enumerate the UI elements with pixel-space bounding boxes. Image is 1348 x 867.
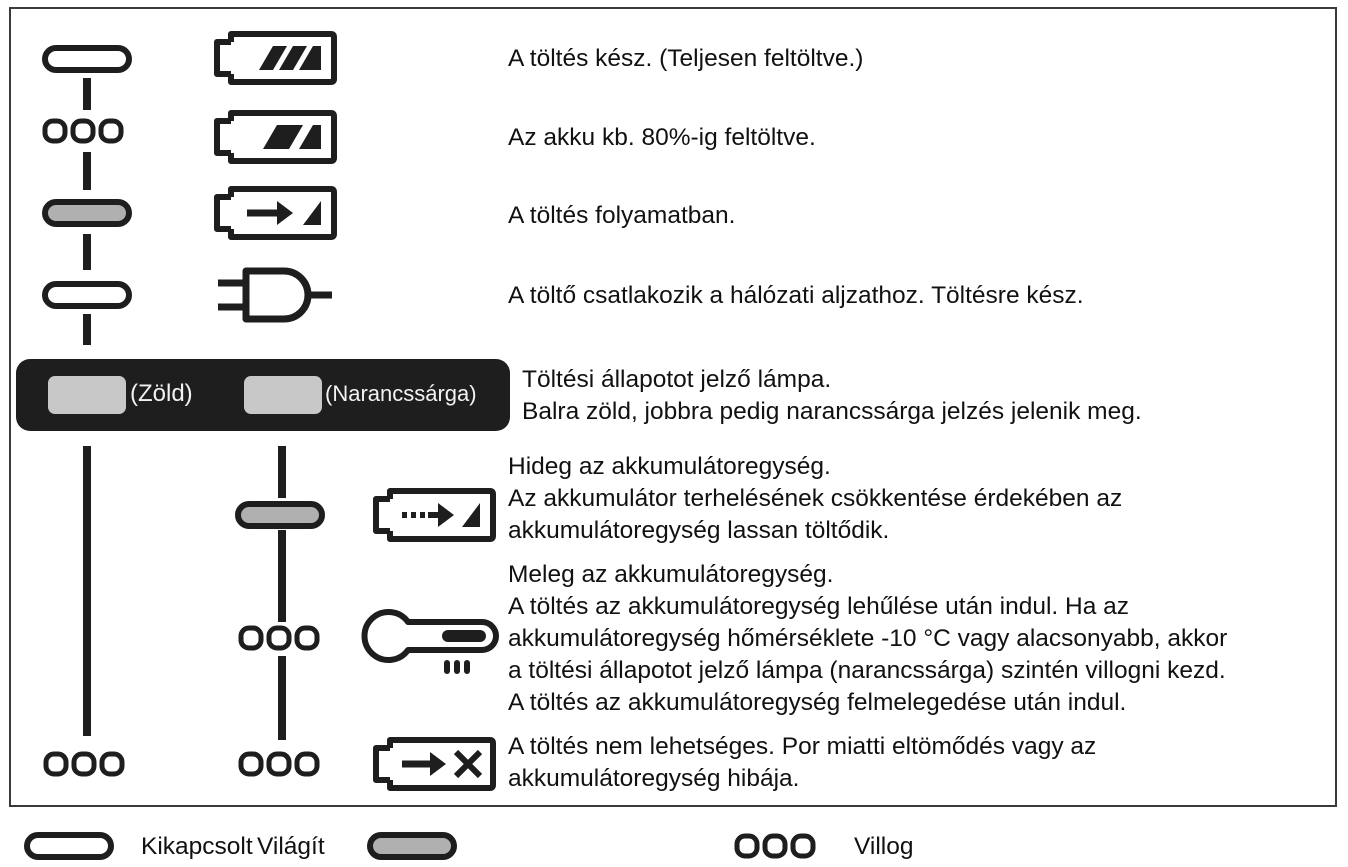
battery-80-icon	[217, 113, 334, 161]
legend-blink-symbol	[737, 836, 813, 856]
orange-lamp-blinking	[241, 754, 317, 774]
thermometer-icon	[365, 612, 496, 674]
orange-row-text: akkumulátoregység hibája.	[508, 765, 800, 792]
green-lamp-on	[45, 202, 129, 224]
lamp-description-line: Töltési állapotot jelző lámpa.	[522, 366, 832, 393]
legend-off-label: Kikapcsolt	[141, 833, 253, 860]
orange-row-text: Meleg az akkumulátoregység.	[508, 561, 834, 588]
legend-blink-label: Villog	[854, 833, 914, 860]
orange-row-text: akkumulátoregység hőmérséklete -10 °C vagy alacsonyabb, akkor	[508, 625, 1228, 652]
legend-on-label: Világít	[257, 833, 325, 860]
orange-lamp-blinking	[241, 628, 317, 648]
lamp-panel	[16, 359, 510, 431]
status-row-text: A töltő csatlakozik a hálózati aljzathoz. Töltésre kész.	[508, 282, 1084, 309]
green-lamp-blinking	[45, 121, 121, 141]
green-lamp-blinking	[46, 754, 122, 774]
orange-lamp-on	[238, 504, 322, 526]
orange-row-text: akkumulátoregység lassan töltődik.	[508, 517, 890, 544]
legend-off-symbol	[27, 835, 111, 857]
orange-row-text: Hideg az akkumulátoregység.	[508, 453, 831, 480]
battery-charging-icon	[217, 189, 334, 237]
status-row-text: A töltés folyamatban.	[508, 202, 736, 229]
orange-row-text: A töltés nem lehetséges. Por miatti eltömődés vagy az	[508, 733, 1097, 760]
battery-error-icon	[376, 740, 493, 788]
orange-lamp-indicator	[244, 376, 322, 414]
legend-on-symbol	[370, 835, 454, 857]
green-lamp-off	[45, 48, 129, 70]
status-row-text: Az akku kb. 80%-ig feltöltve.	[508, 124, 816, 151]
orange-row-text: a töltési állapotot jelző lámpa (narancssárga) szintén villogni kezd.	[508, 657, 1226, 684]
green-lamp-indicator	[48, 376, 126, 414]
green-lamp-off	[45, 284, 129, 306]
orange-row-text: A töltés az akkumulátoregység lehűlése után indul. Ha az	[508, 593, 1130, 620]
lamp-description-line: Balra zöld, jobbra pedig narancssárga jelzés jelenik meg.	[522, 398, 1142, 425]
orange-row-text: A töltés az akkumulátoregység felmelegedése után indul.	[508, 689, 1127, 716]
battery-slow-charge-icon	[376, 491, 493, 539]
orange-row-text: Az akkumulátor terhelésének csökkentése érdekében az	[508, 485, 1123, 512]
green-lamp-label: (Zöld)	[130, 380, 193, 407]
plug-icon	[218, 271, 332, 319]
orange-lamp-label: (Narancssárga)	[325, 381, 477, 406]
battery-full-icon	[217, 34, 334, 82]
status-row-text: A töltés kész. (Teljesen feltöltve.)	[508, 45, 864, 72]
